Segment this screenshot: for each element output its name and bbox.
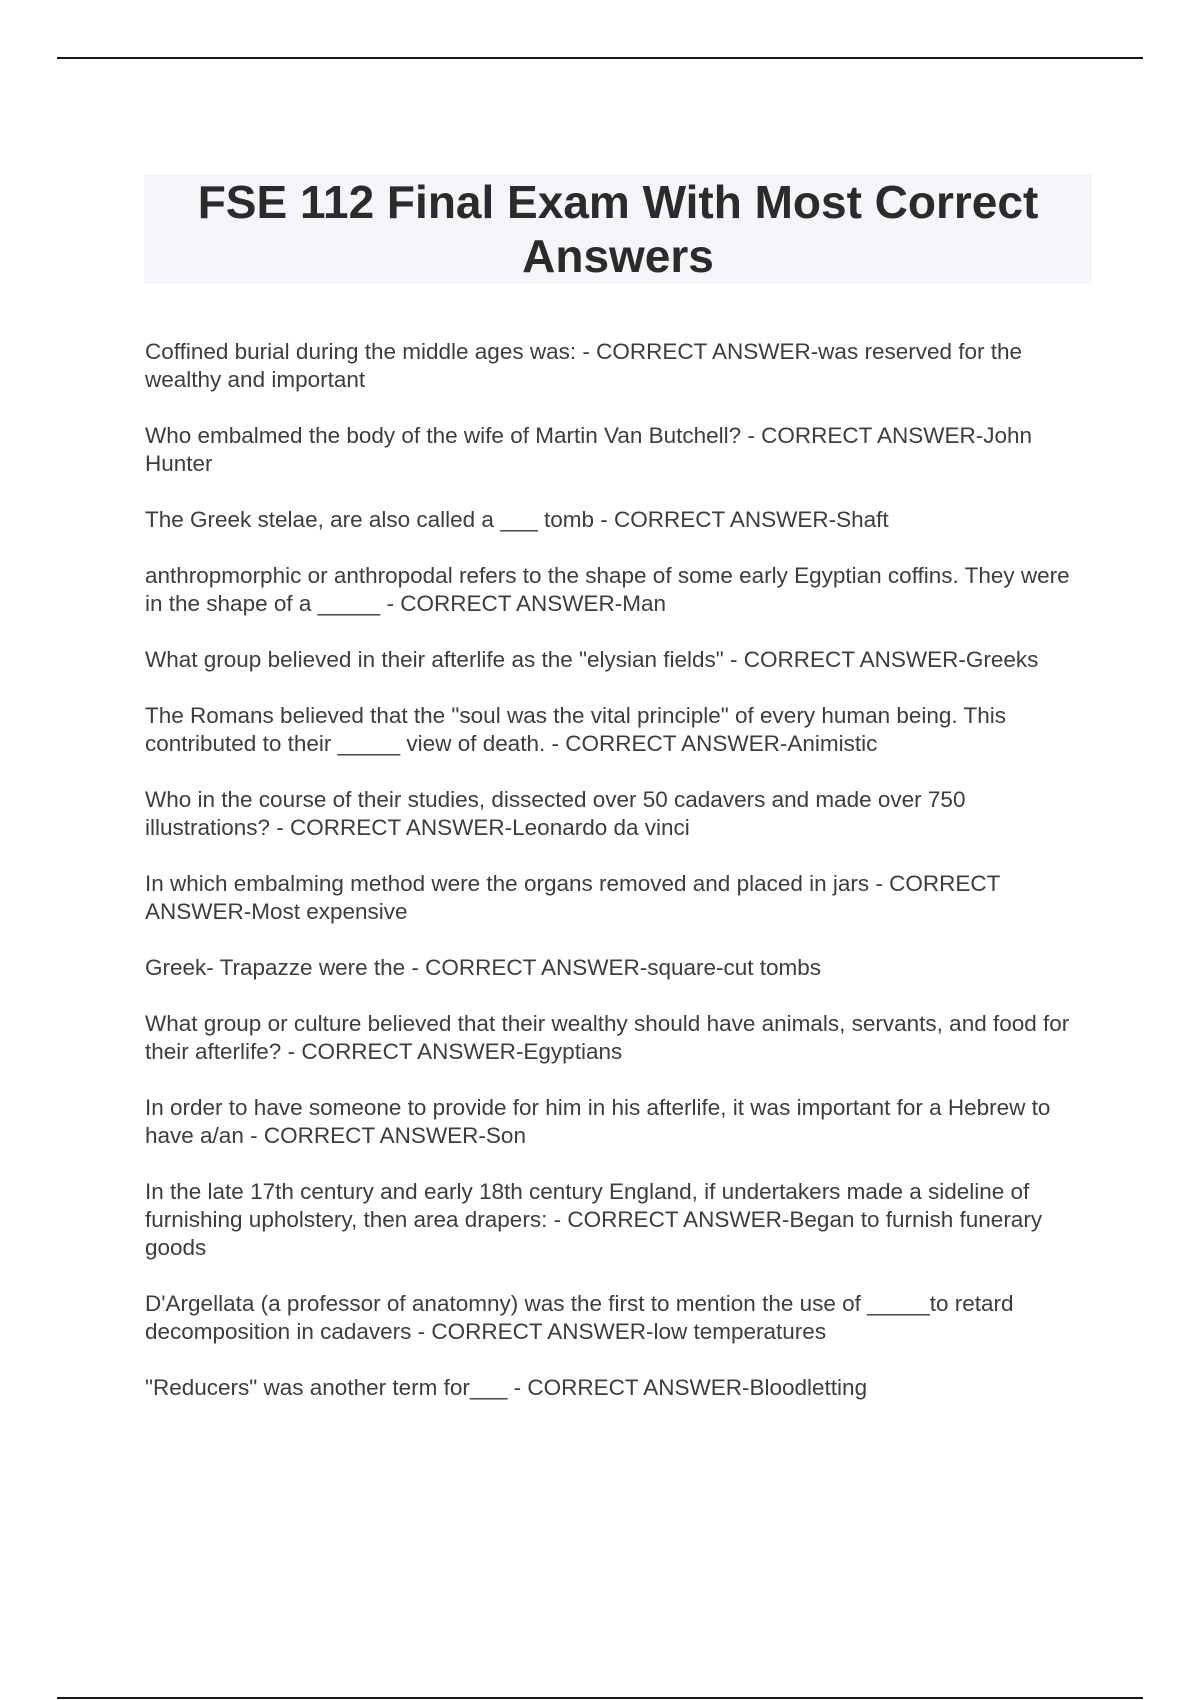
qa-list bbox=[145, 338, 1090, 1430]
top-rule bbox=[57, 57, 1143, 59]
qa-item-2: Who embalmed the body of the wife of Martin Van Butchell? - CORRECT ANSWER-John Hunter bbox=[145, 423, 1033, 476]
title-banner bbox=[144, 174, 1092, 284]
bottom-rule bbox=[57, 1697, 1143, 1699]
page-title: FSE 112 Final Exam With Most Correct Answers bbox=[197, 176, 1039, 282]
qa-item-8: In which embalming method were the organs removed and placed in jars - CORRECT ANSWER-Most expensive bbox=[145, 871, 1000, 924]
qa-item-3: The Greek stelae, are also called a ___ tomb - CORRECT ANSWER-Shaft bbox=[145, 507, 889, 532]
qa-item-9: Greek- Trapazze were the - CORRECT ANSWER-square-cut tombs bbox=[145, 955, 822, 980]
qa-item-13: D'Argellata (a professor of anatomny) was the first to mention the use of _____to retard decomposition in cadavers - CORRECT ANSWER-low temperatures bbox=[145, 1291, 1014, 1344]
qa-item-14: "Reducers" was another term for___ - CORRECT ANSWER-Bloodletting bbox=[145, 1375, 868, 1400]
qa-item-1: Coffined burial during the middle ages was: - CORRECT ANSWER-was reserved for the wealthy and important bbox=[145, 339, 1023, 392]
qa-item-11: In order to have someone to provide for him in his afterlife, it was important for a Hebrew to have a/an - CORRECT ANSWER-Son bbox=[145, 1095, 1051, 1148]
qa-item-7: Who in the course of their studies, dissected over 50 cadavers and made over 750 illustrations? - CORRECT ANSWER-Leonardo da vinci bbox=[145, 787, 966, 840]
qa-item-4: anthropmorphic or anthropodal refers to the shape of some early Egyptian coffins. They were in the shape of a _____ - CORRECT ANSWER-Man bbox=[145, 563, 1070, 616]
qa-item-12: In the late 17th century and early 18th century England, if undertakers made a sideline of furnishing upholstery, then area drapers: - CORRECT ANSWER-Began to furnish funerary goods bbox=[145, 1179, 1043, 1260]
qa-item-10: What group or culture believed that their wealthy should have animals, servants, and food for their afterlife? - CORRECT ANSWER-Egyptians bbox=[145, 1011, 1070, 1064]
qa-item-5: What group believed in their afterlife as the "elysian fields" - CORRECT ANSWER-Greeks bbox=[145, 647, 1039, 672]
qa-item-6: The Romans believed that the "soul was the vital principle" of every human being. This contributed to their _____ view of death. - CORRECT ANSWER-Animistic bbox=[145, 703, 1007, 756]
